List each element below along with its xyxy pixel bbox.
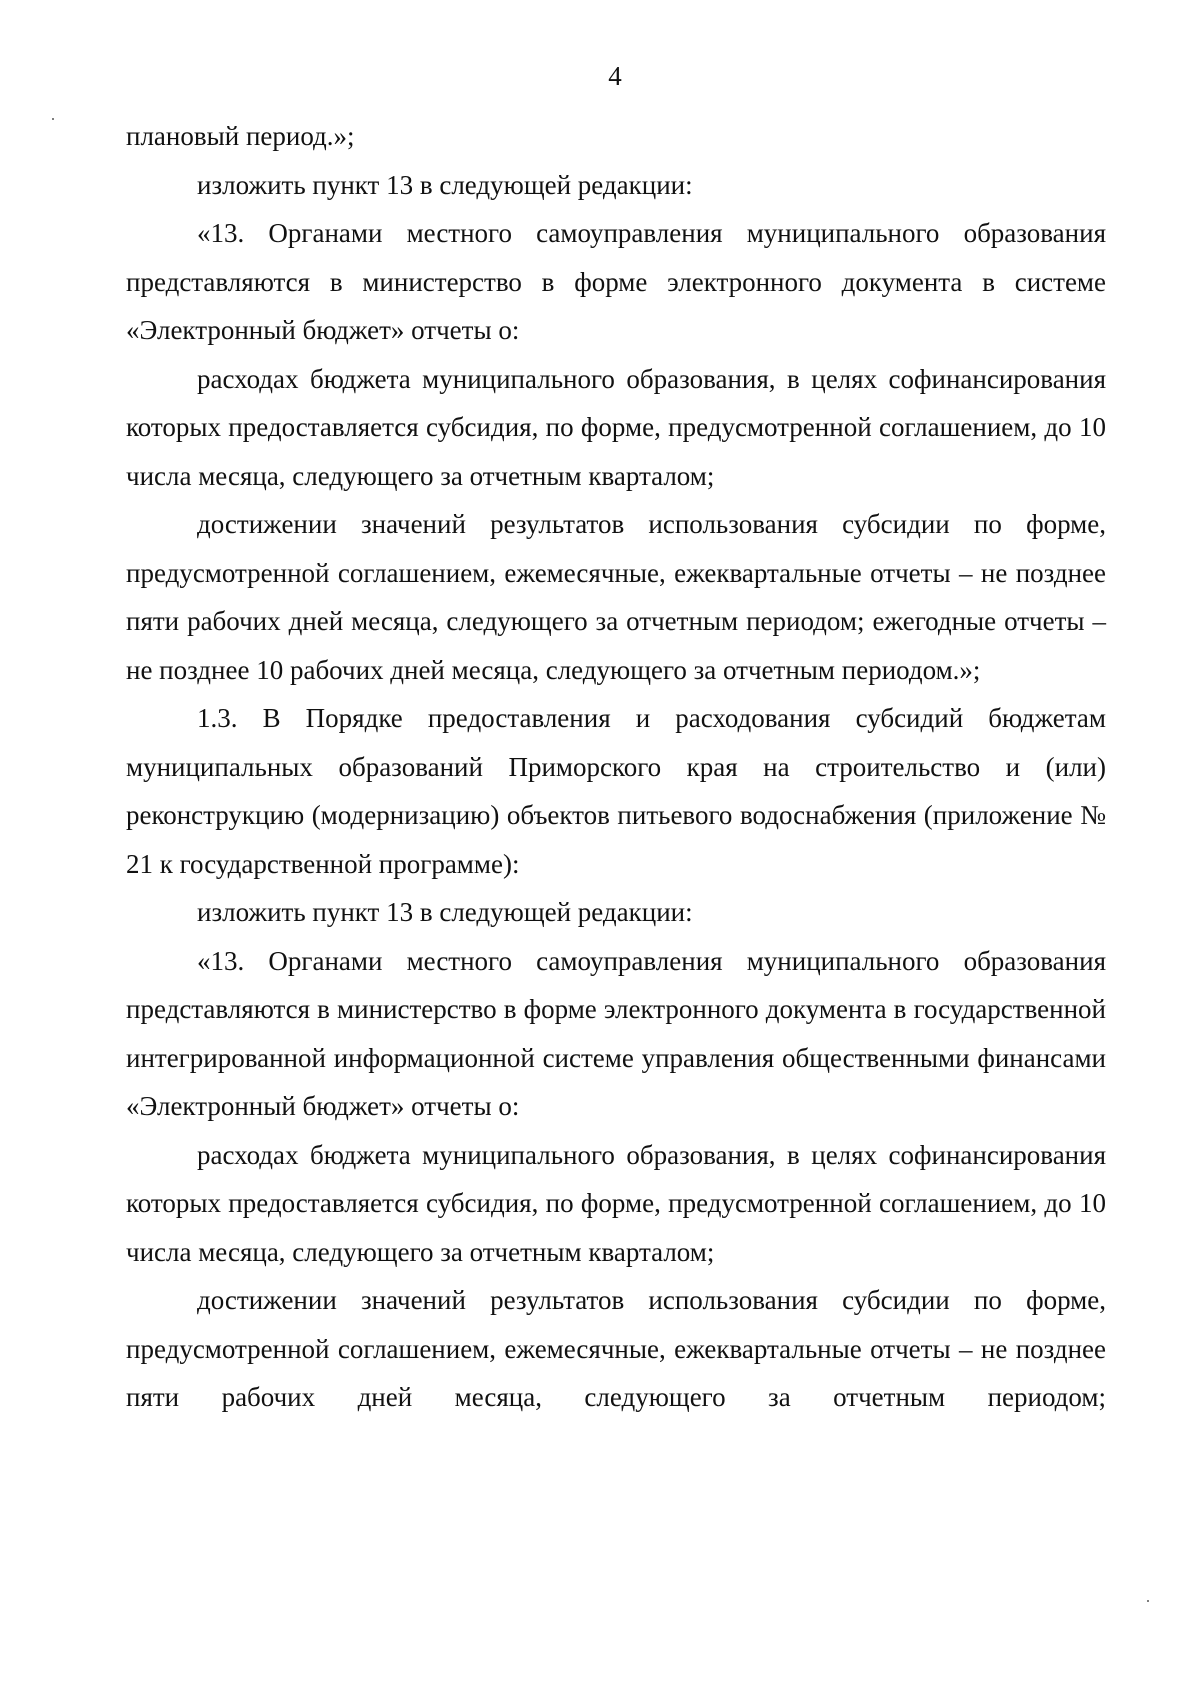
paragraph-instruction: изложить пункт 13 в следующей редакции: <box>197 897 693 927</box>
document-body <box>126 112 1106 1422</box>
scan-speck <box>1147 1600 1149 1602</box>
paragraph-section-1-3: 1.3. В Порядке предоставления и расходования субсидий бюджетам муниципальных образований Приморского края на строительство и (или) реконструкцию (модернизацию) объектов питьевого водоснабжения (приложение № 21 к государственной программе): <box>126 703 1106 879</box>
paragraph-clause-13: «13. Органами местного самоуправления муниципального образования представляются в министерство в форме электронного документа в системе «Электронный бюджет» отчеты о: <box>126 218 1106 345</box>
paragraph-clause-13: «13. Органами местного самоуправления муниципального образования представляются в министерство в форме электронного документа в государственной интегрированной информационной системе управления общественными финансами «Электронный бюджет» отчеты о: <box>126 945 1106 1121</box>
paragraph-results-report: достижении значений результатов использования субсидии по форме, предусмотренной соглашением, ежемесячные, ежеквартальные отчеты – не позднее пяти рабочих дней месяца, следующего за отчетным периодом; ежегодные отчеты – не позднее 10 рабочих дней месяца, следующего за отчетным периодом.»; <box>126 509 1106 685</box>
scan-speck <box>52 118 54 120</box>
paragraph-instruction: изложить пункт 13 в следующей редакции: <box>197 169 693 200</box>
paragraph-expenses-report: расходах бюджета муниципального образования, в целях софинансирования которых предоставляется субсидия, по форме, предусмотренной соглашением, до 10 числа месяца, следующего за отчетным кварталом; <box>126 1139 1106 1267</box>
paragraph-expenses-report: расходах бюджета муниципального образования, в целях софинансирования которых предоставляется субсидия, по форме, предусмотренной соглашением, до 10 числа месяца, следующего за отчетным кварталом; <box>126 363 1106 491</box>
paragraph-results-report: достижении значений результатов использования субсидии по форме, предусмотренной соглашением, ежемесячные, ежеквартальные отчеты – не позднее пяти рабочих дней месяца, следующего за отчетным периодом; <box>126 1285 1106 1412</box>
paragraph-continuation: плановый период.»; <box>126 121 355 151</box>
page-number: 4 <box>608 61 622 91</box>
